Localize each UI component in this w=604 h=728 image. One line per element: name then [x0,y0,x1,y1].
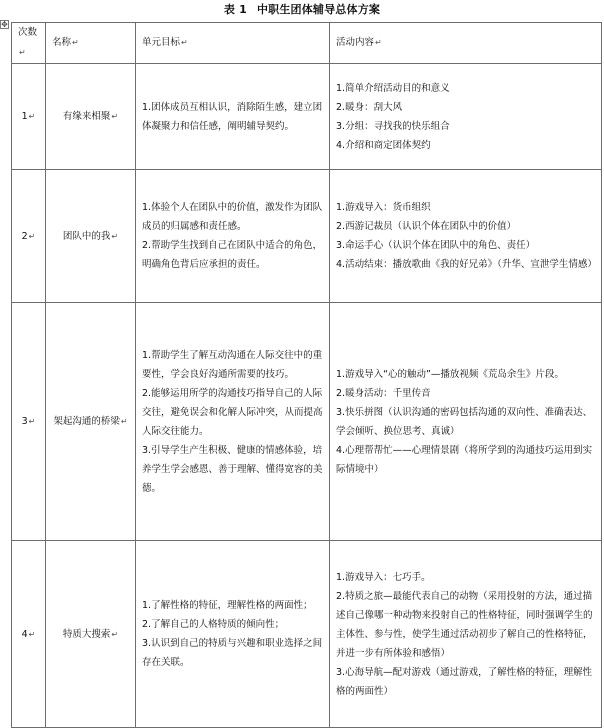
caption-title: 中职生团体辅导总体方案 [256,3,381,16]
cell-name: 特质大搜索↵ [46,541,136,728]
cell-content [330,64,602,170]
table-row [12,170,602,303]
goal-item: 2.能够运用所学的沟通技巧指导自己的人际交往，避免误会和化解人际冲突，从而提高人际交往能力。 [142,387,323,437]
goal-item: 2.了解自己的人格特质的倾向性； [142,619,285,630]
cell-name: 团队中的我↵ [46,170,136,303]
goal-item: 1.团体成员互相认识，消除陌生感，建立团体凝聚力和信任感，阐明辅导契约。 [142,101,323,132]
cell-goal [136,541,330,728]
content-item: 3.分组：寻找我的快乐组合 [336,120,450,132]
goal-item: 2.帮助学生找到自己在团队中适合的角色，明确角色背后应承担的责任。 [142,240,323,270]
content-item: 2.特质之旅—最能代表自己的动物（采用投射的方法，通过描述自己像哪一种动物来投射自己的性格特征，同时强调学生的主体性、参与性，使学生通过活动初步了解自己的性格特征，并进一步有所体验和感悟） [336,590,593,659]
header-cell-content: 活动内容↵ [330,23,602,64]
table-row [12,64,602,170]
content-item: 3.快乐拼图（认识沟通的密码包括沟通的双向性、准确表达、学会倾听、换位思考、真诚） [336,406,593,437]
header-cell-goal: 单元目标↵ [136,23,330,64]
table-row [12,303,602,541]
content-item: 3.命运手心（认识个体在团队中的角色、责任） [336,240,536,251]
cell-goal [136,64,330,170]
content-item: 3.心海导航—配对游戏（通过游戏，了解性格的特征，理解性格的两面性） [336,666,593,697]
cell-name: 架起沟通的桥梁↵ [46,303,136,541]
content-item: 4.活动结束：播放歌曲《我的好兄弟》（升华、宣泄学生情感） [336,259,597,270]
header-cell-num: 次数↵ [12,23,46,64]
cell-num: 1↵ [12,64,46,170]
content-item: 1.游戏导入“心的触动”—播放视频《荒岛余生》片段。 [336,368,564,380]
content-item: 4.介绍和商定团体契约 [336,139,431,151]
table-move-handle-icon[interactable]: ✥ [1,20,8,29]
cell-name: 有缘来相聚↵ [46,64,136,170]
cell-num: 3↵ [12,303,46,541]
cell-num: 4↵ [12,541,46,728]
goal-item: 1.体验个人在团队中的价值，激发作为团队成员的归属感和责任感。 [142,202,323,232]
goal-item: 1.了解性格的特征，理解性格的两面性； [142,600,313,611]
content-item: 1.简单介绍活动目的和意义 [336,82,450,94]
header-cell-name: 名称↵ [46,23,136,64]
cell-goal [136,303,330,541]
goal-item: 1.帮助学生了解互动沟通在人际交往中的重要性，学会良好沟通所需要的技巧。 [142,349,323,380]
table-header-row [12,23,602,64]
content-item: 2.西游记裁员（认识个体在团队中的价值） [336,221,517,232]
goal-item: 3.引导学生产生积极、健康的情感体验，培养学生学会感恩、善于理解、懂得宽容的美德。 [142,444,323,494]
content-item: 2.暖身：刮大风 [336,101,403,113]
table-caption [0,1,604,17]
goal-item: 3.认识到自己的特质与兴趣和职业选择之间存在关联。 [142,638,323,668]
content-item: 1.游戏导入：七巧手。 [336,571,431,583]
content-item: 4.心理帮帮忙——心理情景剧（将所学到的沟通技巧运用到实际情境中） [336,444,593,475]
caption-number: 表 1 [223,3,247,16]
cell-content [330,170,602,303]
content-item: 1.游戏导入：货币组织 [336,202,431,213]
cell-content [330,541,602,728]
content-item: 2.暖身活动：千里传音 [336,387,431,399]
cell-goal [136,170,330,303]
table-row [12,541,602,728]
cell-num: 2↵ [12,170,46,303]
cell-content [330,303,602,541]
plan-table [11,22,602,728]
